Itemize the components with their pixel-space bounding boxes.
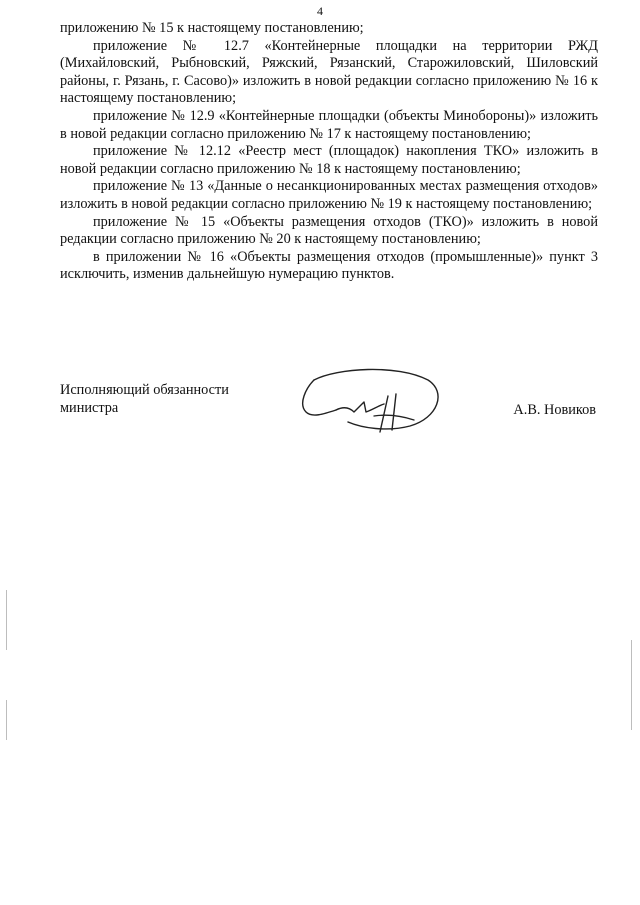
scan-edge-mark [6,590,7,650]
paragraph: в приложении № 16 «Объекты размещения отходов (промышленные)» пункт 3 исключить, изменив дальнейшую нумерацию пунктов. [60,248,598,283]
paragraph: приложение № 12.9 «Контейнерные площадки (объекты Минобороны)» изложить в новой редакции согласно приложению № 17 к настоящему постановлению; [60,107,598,142]
signatory-title-line: министра [60,400,119,416]
scan-edge-mark [631,640,632,730]
paragraph: приложению № 15 к настоящему постановлению; [60,20,364,36]
paragraph: приложение № 12.12 «Реестр мест (площадок) накопления ТКО» изложить в новой редакции согласно приложению № 18 к настоящему постановлению; [60,143,598,177]
scan-edge-mark [6,700,7,740]
paragraph: приложение № 12.7 «Контейнерные площадки на территории РЖД (Михайловский, Рыбновский, Ряжский, Рязанский, Старожиловский, Шиловский районы, г. Рязань, г. Сасово)» изложить в новой редакции согласно приложению № 16 к настоящему постановлению; [60,37,598,107]
document-body [60,20,598,284]
signatory-name: А.В. Новиков [513,402,596,418]
paragraph: приложение № 15 «Объекты размещения отходов (ТКО)» изложить в новой редакции согласно приложению № 20 к настоящему постановлению; [60,213,598,248]
signatory-title-line: Исполняющий обязанности [60,382,229,398]
handwritten-signature [292,366,442,441]
paragraph: приложение № 13 «Данные о несанкционированных местах размещения отходов» изложить в новой редакции согласно приложению № 19 к настоящему постановлению; [60,178,598,212]
page-number: 4 [317,4,323,18]
signatory-title [60,381,229,417]
